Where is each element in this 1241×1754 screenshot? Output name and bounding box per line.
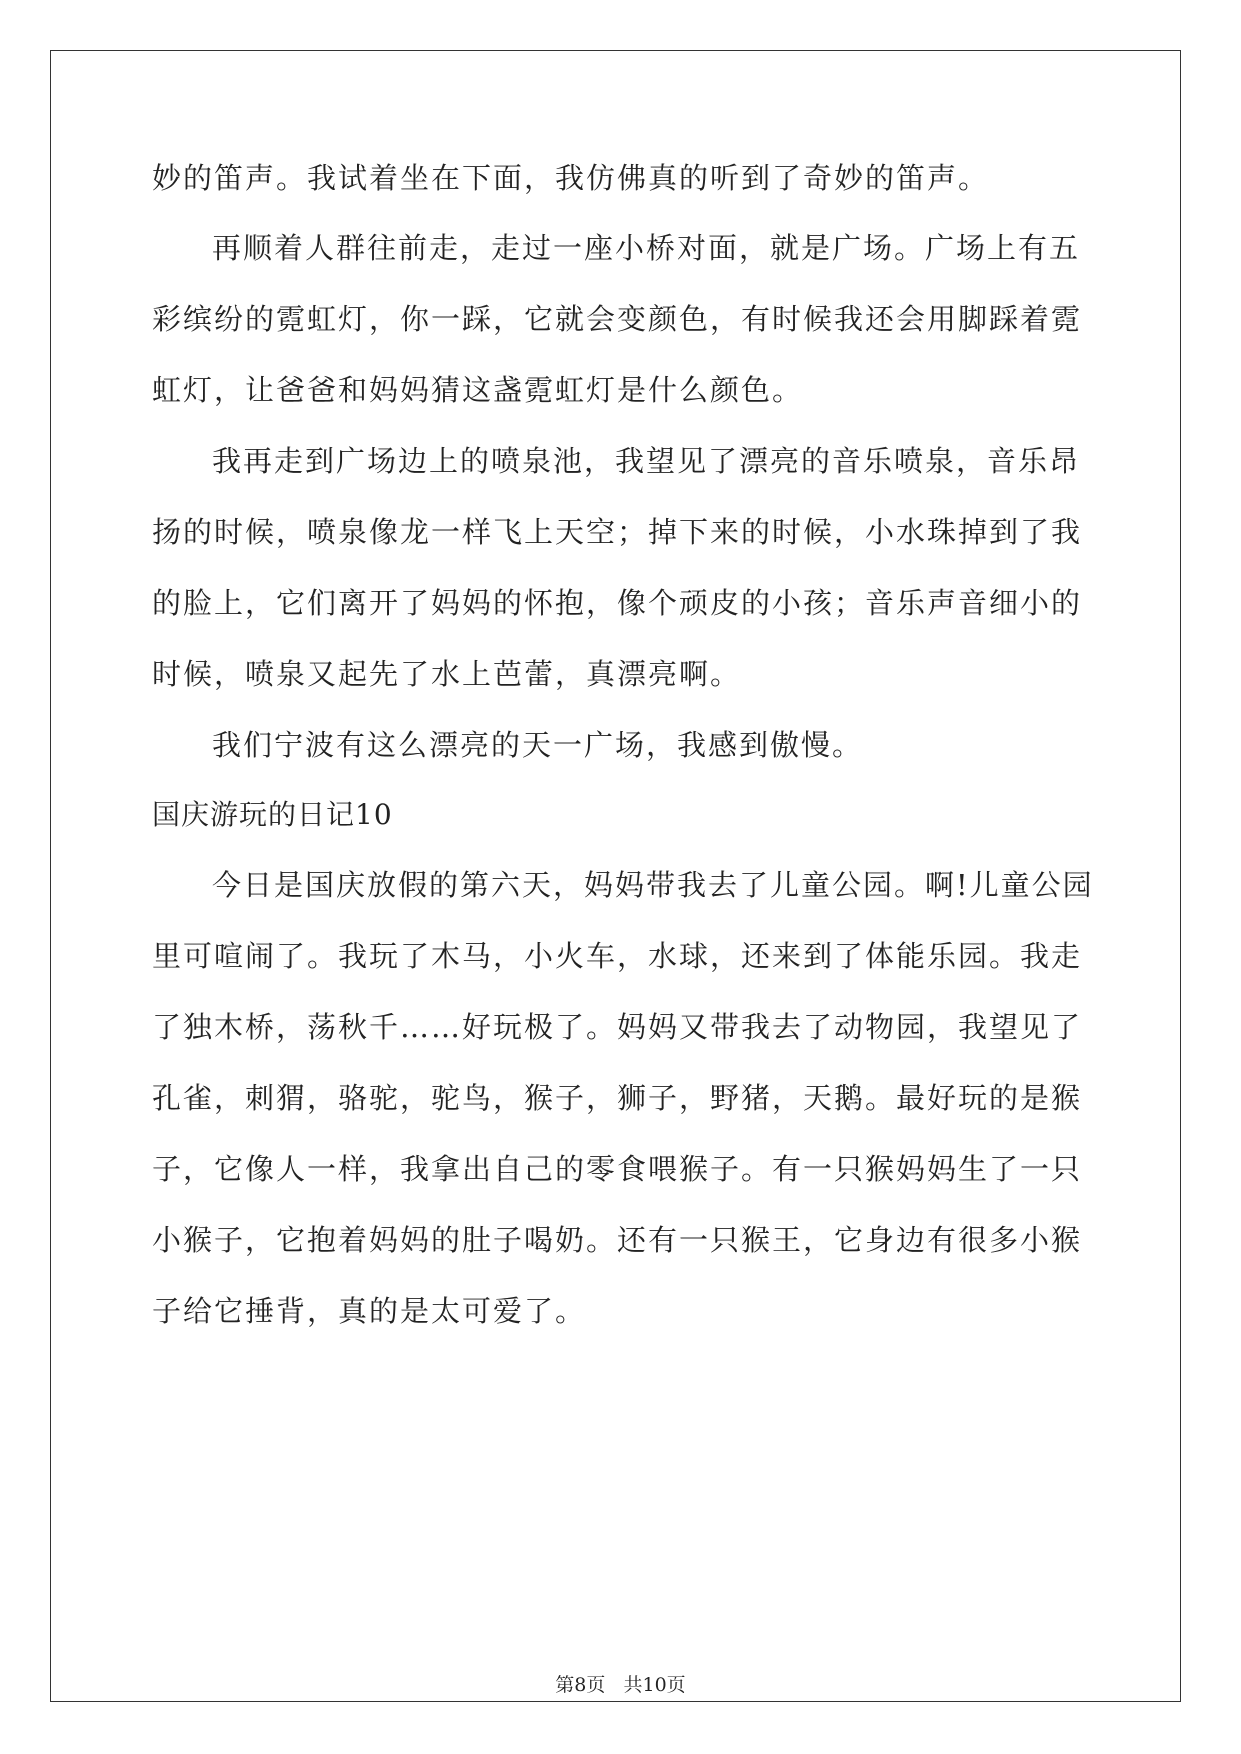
text-line: 子，它像人一样，我拿出自己的零食喂猴子。有一只猴妈妈生了一只 xyxy=(152,1152,1083,1186)
text-line: 小猴子，它抱着妈妈的肚子喝奶。还有一只猴王，它身边有很多小猴 xyxy=(152,1223,1083,1257)
text-line: 里可喧闹了。我玩了木马，小火车，水球，还来到了体能乐园。我走 xyxy=(152,939,1083,973)
text-line: 孔雀，刺猬，骆驼，驼鸟，猴子，狮子，野猪，天鹅。最好玩的是猴 xyxy=(152,1081,1083,1115)
section-heading: 国庆游玩的日记10 xyxy=(152,798,393,831)
text-line: 的脸上，它们离开了妈妈的怀抱，像个顽皮的小孩；音乐声音细小的 xyxy=(152,586,1083,620)
paragraph-first-line: 我再走到广场边上的喷泉池，我望见了漂亮的音乐喷泉，音乐昂 xyxy=(212,444,1081,478)
text-line: 虹灯，让爸爸和妈妈猜这盏霓虹灯是什么颜色。 xyxy=(152,373,804,407)
text-line: 扬的时候，喷泉像龙一样飞上天空；掉下来的时候，小水珠掉到了我 xyxy=(152,515,1083,549)
text-line: 彩缤纷的霓虹灯，你一踩，它就会变颜色，有时候我还会用脚踩着霓 xyxy=(152,302,1083,336)
paragraph-first-line: 再顺着人群往前走，走过一座小桥对面，就是广场。广场上有五 xyxy=(212,231,1081,265)
text-line: 妙的笛声。我试着坐在下面，我仿佛真的听到了奇妙的笛声。 xyxy=(152,161,990,195)
text-line: 子给它捶背，真的是太可爱了。 xyxy=(152,1294,587,1328)
paragraph-first-line: 今日是国庆放假的第六天，妈妈带我去了儿童公园。啊!儿童公园 xyxy=(212,868,1094,902)
text-line: 了独木桥，荡秋千……好玩极了。妈妈又带我去了动物园，我望见了 xyxy=(152,1010,1083,1044)
page-footer: 第8页 共10页 xyxy=(555,1674,686,1696)
paragraph-first-line: 我们宁波有这么漂亮的天一广场，我感到傲慢。 xyxy=(212,728,864,762)
text-line: 时候，喷泉又起先了水上芭蕾，真漂亮啊。 xyxy=(152,657,742,691)
